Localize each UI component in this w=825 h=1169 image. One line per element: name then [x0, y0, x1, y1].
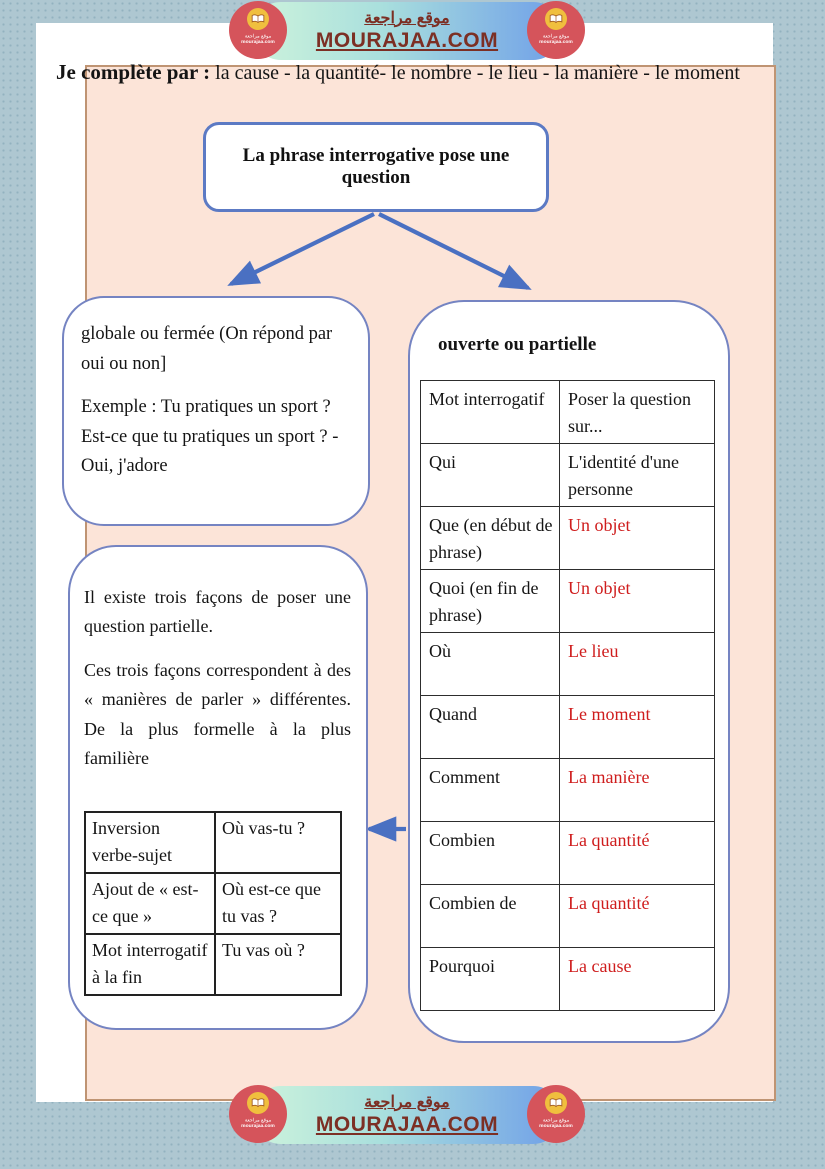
- table-cell: La manière: [560, 759, 715, 822]
- instruction-line: [56, 60, 740, 85]
- book-icon: [545, 8, 567, 30]
- table-row: [421, 759, 715, 822]
- table-row: [421, 507, 715, 570]
- site-domain-link[interactable]: MOURAJAA.COM: [315, 1113, 499, 1136]
- table-cell: Combien: [421, 822, 560, 885]
- ways-intro-text: Il existe trois façons de poser une question partielle.: [84, 587, 351, 637]
- table-row: [421, 696, 715, 759]
- table-row: [85, 873, 341, 934]
- table-cell: Quoi (en fin de phrase): [421, 570, 560, 633]
- table-row: [85, 934, 341, 995]
- open-box-title: ouverte ou partielle: [438, 334, 597, 355]
- closed-definition-text: globale ou fermée (On répond par oui ou non]: [81, 324, 333, 374]
- book-icon: [545, 1092, 567, 1114]
- table-row: [421, 822, 715, 885]
- table-cell: Que (en début de phrase): [421, 507, 560, 570]
- table-header-cell: Poser la question sur...: [560, 381, 715, 444]
- table-cell: Inversion verbe-sujet: [85, 812, 215, 873]
- table-cell: Le lieu: [560, 633, 715, 696]
- root-node-box: [203, 122, 549, 212]
- table-cell: Le moment: [560, 696, 715, 759]
- root-node-label: La phrase interrogative pose une question: [242, 145, 510, 188]
- logo-arabic-text: موقع مراجعة: [244, 33, 272, 39]
- table-cell: Où est-ce que tu vas ?: [215, 873, 341, 934]
- site-name-arabic-link[interactable]: موقع مراجعة: [364, 9, 450, 27]
- logo-arabic-text: موقع مراجعة: [542, 1117, 570, 1123]
- table-cell: La quantité: [560, 822, 715, 885]
- instruction-prefix: Je complète par :: [56, 60, 211, 84]
- table-cell: La quantité: [560, 885, 715, 948]
- table-row: [421, 570, 715, 633]
- open-question-box: [408, 300, 730, 1043]
- logo-domain-text: mourajaa.com: [241, 38, 275, 45]
- logo-domain-text: mourajaa.com: [539, 38, 573, 45]
- table-header-row: [421, 381, 715, 444]
- table-cell: Comment: [421, 759, 560, 822]
- table-cell: Combien de: [421, 885, 560, 948]
- table-row: [421, 444, 715, 507]
- logo-arabic-text: موقع مراجعة: [542, 33, 570, 39]
- table-cell: Un objet: [560, 570, 715, 633]
- instruction-options: la cause - la quantité- le nombre - le lieu - la manière - le moment: [215, 62, 740, 84]
- logo-domain-text: mourajaa.com: [241, 1122, 275, 1129]
- mourajaa-logo: [527, 1085, 585, 1143]
- banner-pill[interactable]: [252, 2, 562, 60]
- table-header-cell: Mot interrogatif: [421, 381, 560, 444]
- mourajaa-logo: [229, 1085, 287, 1143]
- book-icon: [247, 8, 269, 30]
- table-cell: La cause: [560, 948, 715, 1011]
- footer-banner: [226, 1084, 588, 1146]
- table-cell: L'identité d'une personne: [560, 444, 715, 507]
- mourajaa-logo: [527, 1, 585, 59]
- logo-arabic-text: موقع مراجعة: [244, 1117, 272, 1123]
- interrogative-words-table: [420, 380, 715, 1011]
- header-banner: [226, 0, 588, 62]
- mourajaa-logo: [229, 1, 287, 59]
- table-row: [421, 948, 715, 1011]
- table-cell: Mot interrogatif à la fin: [85, 934, 215, 995]
- table-cell: Pourquoi: [421, 948, 560, 1011]
- closed-example-text: Exemple : Tu pratiques un sport ? Est-ce que tu pratiques un sport ? - Oui, j'adore: [81, 397, 339, 477]
- table-row: [421, 885, 715, 948]
- table-cell: Quand: [421, 696, 560, 759]
- banner-pill[interactable]: [252, 1086, 562, 1144]
- book-icon: [247, 1092, 269, 1114]
- table-row: [85, 812, 341, 873]
- table-cell: Où: [421, 633, 560, 696]
- table-cell: Tu vas où ?: [215, 934, 341, 995]
- table-cell: Qui: [421, 444, 560, 507]
- closed-question-box: [62, 296, 370, 526]
- question-forms-table: [84, 811, 342, 996]
- logo-domain-text: mourajaa.com: [539, 1122, 573, 1129]
- table-cell: Ajout de « est-ce que »: [85, 873, 215, 934]
- three-ways-box: [68, 545, 368, 1030]
- table-cell: Où vas-tu ?: [215, 812, 341, 873]
- site-domain-link[interactable]: MOURAJAA.COM: [315, 29, 499, 52]
- table-row: [421, 633, 715, 696]
- table-cell: Un objet: [560, 507, 715, 570]
- site-name-arabic-link[interactable]: موقع مراجعة: [364, 1093, 450, 1111]
- ways-description-text: Ces trois façons correspondent à des « manières de parler » différentes. De la plus formelle à la plus familière: [84, 660, 351, 768]
